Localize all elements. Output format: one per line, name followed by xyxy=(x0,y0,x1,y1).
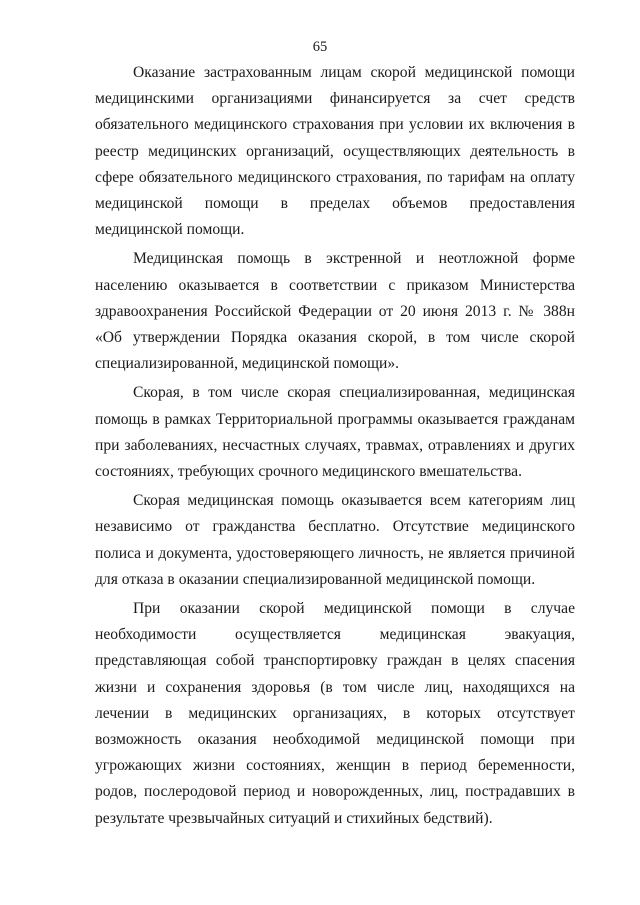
paragraph-medical-evacuation: При оказании скорой медицинской помощи в случае необходимости осуществляется медицинская эвакуация, представляющая собой транспортировку граждан в целях спасения жизни и сохранения здоровья (в том числе лиц, находящихся на лечении в медицинских организациях, в которых отсутствует возможность оказания необходимой медицинской помощи при угрожающих жизни состояниях, женщин в период беременности, родов, послеродовой период и новорожденных, лиц, пострадавших в результате чрезвычайных ситуаций и стихийных бедствий). xyxy=(95,600,575,827)
paragraph-funding: Оказание застрахованным лицам скорой медицинской помощи медицинскими организациями финансируется за счет средств обязательного медицинского страхования при условии их включения в реестр медицинских организаций, осуществляющих деятельность в сфере обязательного медицинского страхования, по тарифам на оплату медицинской помощи в пределах объемов предоставления медицинской помощи. xyxy=(95,64,575,239)
document-body xyxy=(95,60,575,832)
page-number: 65 xyxy=(312,39,328,55)
paragraph-emergency-order: Медицинская помощь в экстренной и неотложной форме населению оказывается в соответствии с приказом Министерства здравоохранения Российской Федерации от 20 июня 2013 г. № 388н «Об утверждении Порядка оказания скорой, в том числе скорой специализированной, медицинской помощи». xyxy=(95,250,575,373)
paragraph-free-of-charge: Скорая медицинская помощь оказывается всем категориям лиц независимо от гражданства бесплатно. Отсутствие медицинского полиса и документа, удостоверяющего личность, не является причиной для отказа в оказании специализированной медицинской помощи. xyxy=(95,492,575,588)
paragraph-ambulance-scope: Скорая, в том числе скорая специализированная, медицинская помощь в рамках Территориальной программы оказывается гражданам при заболеваниях, несчастных случаях, травмах, отравлениях и других состояниях, требующих срочного медицинского вмешательства. xyxy=(95,384,575,481)
